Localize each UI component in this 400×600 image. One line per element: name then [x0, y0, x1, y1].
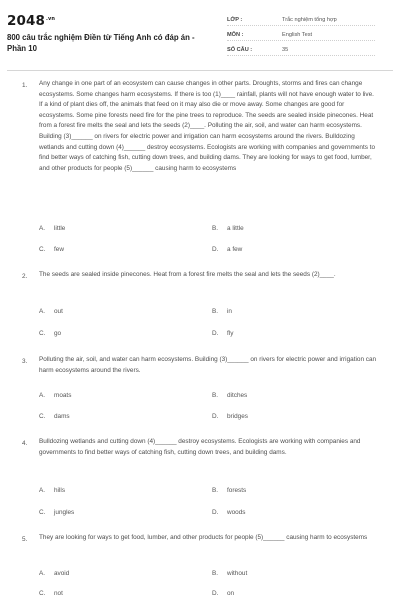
option-text: go	[54, 330, 62, 337]
option-d[interactable]	[212, 413, 248, 420]
logo-suffix: .vn	[45, 15, 56, 22]
option-b[interactable]	[212, 225, 244, 232]
option-d[interactable]	[212, 509, 245, 516]
option-letter: C.	[39, 246, 46, 253]
option-b[interactable]	[212, 487, 246, 494]
option-letter: D.	[212, 590, 219, 597]
question-number: 2.	[22, 273, 28, 280]
option-text: avoid	[54, 570, 70, 577]
option-letter: B.	[212, 308, 219, 315]
question-text: Bulldozing wetlands and cutting down (4)______ destroy ecosystems. Ecologists are working with companies and governments to find better ways of catching fish, cutting down trees, and building dams.	[39, 438, 361, 456]
meta-label: MÔN :	[227, 32, 244, 38]
question-text: The seeds are sealed inside pinecones. Heat from a forest fire melts the seal and lets the seeds (2)____.	[39, 271, 336, 278]
option-letter: C.	[39, 413, 46, 420]
option-d[interactable]	[212, 246, 242, 253]
option-b[interactable]	[212, 308, 232, 315]
option-text: in	[227, 308, 232, 315]
option-letter: A.	[39, 308, 46, 315]
option-text: a few	[227, 246, 243, 253]
option-text: few	[54, 246, 64, 253]
meta-question-count	[227, 43, 375, 56]
option-text: hills	[54, 487, 66, 494]
option-text: out	[54, 308, 63, 315]
question-text: Any change in one part of an ecosystem can cause changes in other parts. Droughts, storms and fires can change ecosystems. Some changes harm ecosystems. If there is too (1)____ rainfall, plants will not have enough water to live. If a kind of plant dies off, the animals that feed on it may also die or move away. Some changes are good for ecosystems. Some pine forests need fire for the pine trees to reproduce. The seeds are sealed inside pinecones. Heat from a forest fire melts the seal and lets the seeds (2)____. Polluting the air, soil, and water can harm ecosystems. Building (3)______ on rivers for electric power and irrigation can harm ecosystems around the rivers. Bulldozing wetlands and cutting down (4)______ destroy ecosystems. Ecologists are working with companies and governments to find better ways of catching fish, cutting down trees, and building dams. They are looking for ways to get food, lumber, and other products for people (5)______ causing harm to ecosystems	[39, 80, 376, 172]
logo-text: 2048	[7, 13, 45, 29]
option-a[interactable]	[39, 308, 63, 315]
option-d[interactable]	[212, 330, 233, 337]
site-logo[interactable]	[7, 13, 55, 29]
option-letter: B.	[212, 392, 219, 399]
question-number: 1.	[22, 82, 28, 89]
option-c[interactable]	[39, 246, 64, 253]
option-text: jungles	[54, 509, 75, 516]
option-letter: D.	[212, 509, 219, 516]
meta-class	[227, 13, 375, 26]
option-letter: B.	[212, 225, 219, 232]
option-text: a little	[227, 225, 244, 232]
option-text: little	[54, 225, 66, 232]
option-d[interactable]	[212, 590, 234, 597]
option-letter: B.	[212, 487, 219, 494]
meta-label: LỚP :	[227, 17, 243, 23]
option-letter: D.	[212, 330, 219, 337]
meta-value: English Test	[282, 32, 313, 38]
option-letter: D.	[212, 246, 219, 253]
meta-subject	[227, 28, 375, 41]
question-text: Polluting the air, soil, and water can harm ecosystems. Building (3)______ on rivers for electric power and irrigation can harm ecosystems around the rivers.	[39, 356, 377, 374]
option-a[interactable]	[39, 225, 65, 232]
option-a[interactable]	[39, 570, 69, 577]
option-letter: C.	[39, 330, 46, 337]
option-text: fly	[227, 330, 234, 337]
option-letter: A.	[39, 570, 46, 577]
option-letter: A.	[39, 487, 46, 494]
option-text: moats	[54, 392, 72, 399]
option-text: forests	[227, 487, 247, 494]
option-text: woods	[227, 509, 246, 516]
option-text: dams	[54, 413, 70, 420]
question-number: 3.	[22, 358, 28, 365]
meta-value: 35	[282, 47, 289, 53]
option-c[interactable]	[39, 509, 74, 516]
meta-label: SỐ CÂU :	[227, 47, 253, 53]
option-c[interactable]	[39, 330, 61, 337]
option-a[interactable]	[39, 487, 65, 494]
option-b[interactable]	[212, 392, 247, 399]
option-text: ditches	[227, 392, 248, 399]
option-letter: D.	[212, 413, 219, 420]
option-a[interactable]	[39, 392, 71, 399]
option-text: bridges	[227, 413, 248, 420]
option-text: without	[227, 570, 248, 577]
meta-value: Trắc nghiệm tổng hợp	[282, 17, 337, 23]
document-title: 800 câu trắc nghiệm Điền từ Tiếng Anh có đáp án - Phần 10	[7, 33, 195, 53]
option-letter: A.	[39, 392, 46, 399]
option-letter: C.	[39, 509, 46, 516]
option-letter: B.	[212, 570, 219, 577]
question-text: They are looking for ways to get food, lumber, and other products for people (5)______ causing harm to ecosystems	[39, 534, 368, 541]
header-divider	[7, 70, 393, 71]
option-text: not	[54, 590, 63, 597]
document-header	[0, 0, 400, 64]
option-letter: A.	[39, 225, 46, 232]
option-letter: C.	[39, 590, 46, 597]
question-number: 5.	[22, 536, 28, 543]
question-number: 4.	[22, 440, 28, 447]
option-text: on	[227, 590, 235, 597]
option-b[interactable]	[212, 570, 247, 577]
option-c[interactable]	[39, 413, 70, 420]
option-c[interactable]	[39, 590, 63, 597]
